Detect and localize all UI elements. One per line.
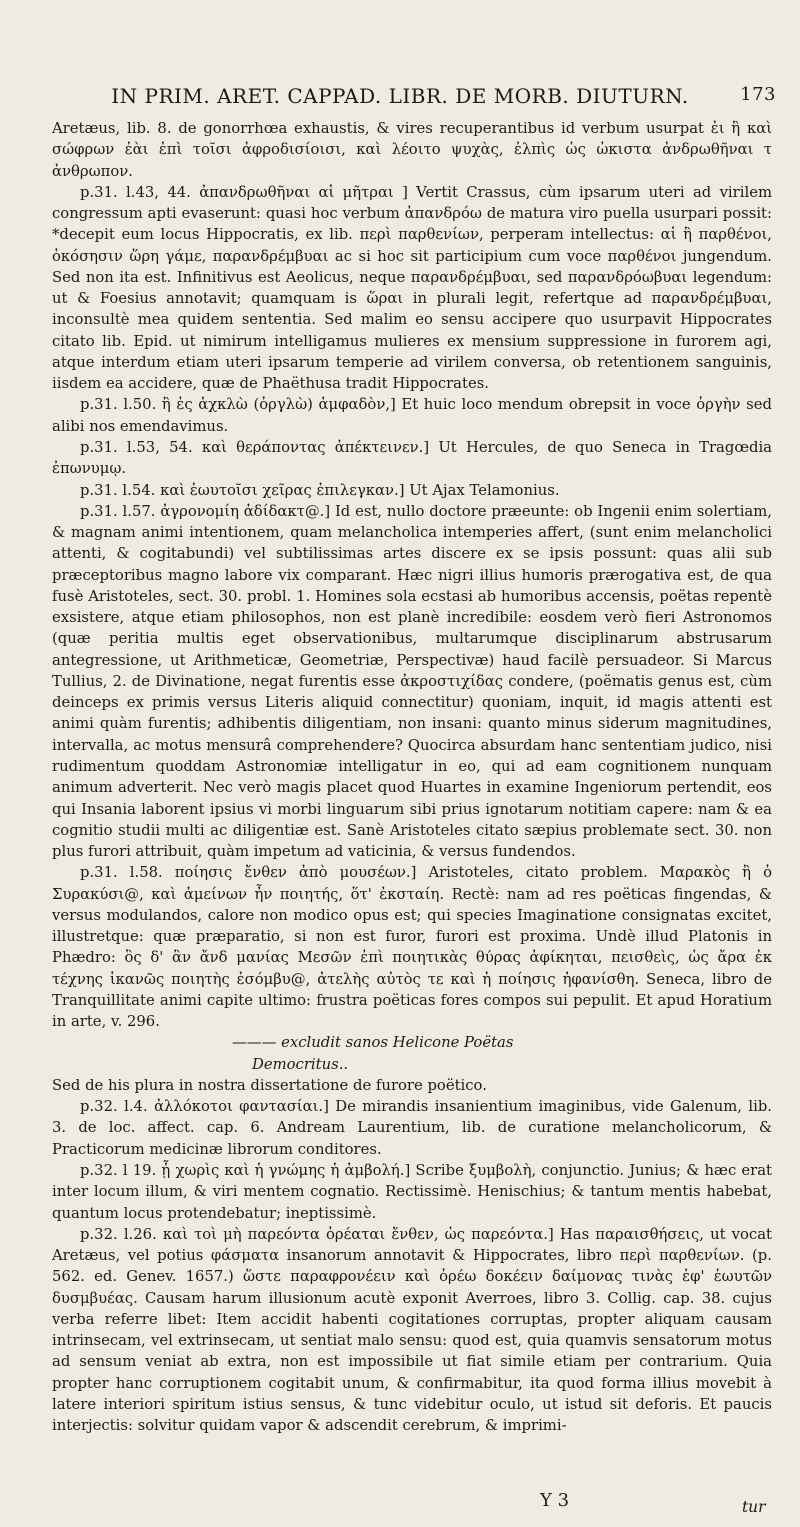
annotation-paragraph: p.32. l.4. ἀλλόκοτοι φαντασίαι.] De mirandis insanientium imaginibus, vide Galenum, lib. 3. de loc. affect. cap. 6. Andream Laurentium, lib. de curatione melancholicorum, & Practicorum medicinæ librorum conditores. [52,1098,772,1158]
verse-attribution: Democritus.. [252,1055,349,1073]
page-number: 173 [740,84,776,105]
running-title: IN PRIM. ARET. CAPPAD. LIBR. DE MORB. DIUTURN. [111,84,689,108]
annotation-paragraph: p.31. l.43, 44. ἀπανδρωθῆναι αἱ μῆτραι ] Vertit Crassus, cùm ipsarum uteri ad virilem congressum apti evaserunt: quasi hoc verbum ἀπανδρόω de matura viro puella usurpari possit: *decepit eum locus Hippocratis, ex lib. περὶ παρθενίων, perperam intellectus: αἱ ἢ παρθένοι, ὁκόσησιν ὥρη γάμε, παρανδρέμβυαι ac si hoc sit participium cum voce παρθένοι jungendum. Sed non ita est. Infinitivus est Aeolicus, neque παρανδρέμβυαι, sed παρανδρόωβυαι legendum: ut & Foesius annotavit; quamquam is ὥραι in plurali legit, refertque ad παρανδρέμβυαι, inconsultè mea quidem sententia. Sed malim eo sensu accipere quo usurpavit Hippocrates citato lib. Epid. ut nimirum intelligamus mulieres ex mensium suppressione in furorem agi, atque interdum etiam uteri ipsarum temperie ad virilem conversa, ob retentionem sanguinis, iisdem ea accidere, quæ de Phaëthusa tradit Hippocrates. [52,183,772,393]
catchword: tur [742,1498,766,1516]
annotation-paragraph: p.31. l.54. καὶ ἑωυτοῖσι χεῖρας ἐπιλεγκαν.] Ut Ajax Telamonius. [80,481,560,499]
paragraph: Sed de his plura in nostra dissertatione de furore poëtico. [52,1076,487,1094]
annotation-paragraph: p.31. l.50. ἢ ἐς ἀχκλὼ (ὀργλὼ) ἀμφαδὸν,] Et huic loco mendum obrepsit in voce ὀργὴν sed alibi nos emendavimus. [52,396,772,435]
page-body [52,118,772,1436]
running-head [0,84,800,108]
signature-mark: Y 3 [540,1490,570,1511]
annotation-paragraph: p.32. l 19. ᾗ χωρὶς καὶ ἡ γνώμης ἡ ἀμβολή.] Scribe ξυμβολὴ, conjunctio. Junius; & hæc erat inter locum illum, & viri mentem cognatio. Rectissimè. Henischius; & tantum mentis habebat, quantum locus protendebatur; ineptissimè. [52,1162,772,1222]
annotation-paragraph: p.31. l.53, 54. καὶ θεράποντας ἀπέκτεινεν.] Ut Hercules, de quo Seneca in Tragœdia ἐπωνυμῳ. [52,438,772,478]
annotation-paragraph: p.31. l.57. ἀγρονομίη ἀδίδακτ@.] Id est, nullo doctore præeunte: ob Ingenii enim solertiam, & magnam animi intentionem, quam melancholica intemperies affert, (sunt enim melancholici attenti, & cogitabundi) vel subtilissimas artes discere ex se ipsis possunt: quas alii sub præceptoribus magno labore vix comparant. Hæc nigri illius humoris prærogativa est, de qua fusè Aristoteles, sect. 30. probl. 1. Homines sola ecstasi ab humoribus accensis, poëtas repentè exsistere, atque etiam philosophos, non est planè incredibile: eosdem verò fieri Astronomos (quæ peritia multis eget observationibus, multarumque disciplinarum abstrusarum antegressione, ut Arithmeticæ, Geometriæ, Perspectivæ) haud facilè persuadeor. Si Marcus Tullius, 2. de Divinatione, negat furentis esse ἀκροστιχίδας condere, (poëmatis genus est, cùm deinceps ex primis versus Literis aliquid connectitur) quoniam, inquit, id magis attenti est animi quàm furentis; adhibentis diligentiam, non insani: quanto minus siderum magnitudines, intervalla, ac motus mensurâ comprehendere? Quocirca absurdam hanc sententiam judico, nisi rudimentum quoddam Astronomiæ intelligatur in eo, qui ad eam cognitionem nunquam animum adverterit. Nec verò magis placet quod Huartes in examine Ingeniorum pertendit, eos qui Insania laborent ipsius vi morbi linguarum sibi prius ignotarum notitiam capere: nam & ea cognitio studii multi ac diligentiæ est. Sanè Aristoteles citato sæpius problemate sect. 30. non plus furori attribuit, quàm impetum ad vaticinia, & versus fundendos. [52,502,772,861]
paragraph: Aretæus, lib. 8. de gonorrhœa exhaustis, & vires recuperantibus id verbum usurpat ἐι ἢ καὶ σώφρων ἐὰι ἐπὶ τοῖσι ἀφροδισίοισι, καὶ λέοιτο ψυχὰς, ἐλπὶς ὡς ὠκιστα ἀνδρωθῆναι τ ἀνθρωπον. [52,120,772,180]
verse-line: ——— excludit sanos Helicone Poëtas [232,1034,514,1052]
annotation-paragraph: p.31. l.58. ποίησις ἔνθεν ἀπὸ μουσέων.] Aristoteles, citato problem. Μαρακὸς ἢ ὁ Συρακύσι@, καὶ ἀμείνων ἦν ποιητής, ὅτ' ἐκσταίη. Rectè: nam ad res poëticas fingendas, & versus modulandos, calore non modico opus est; qui species Imaginatione consignatas excitet, illustretque: quæ præparatio, si non est furor, furori est proxima. Undè illud Platonis in Phædro: ὃς δ' ἂν ἄνδ μανίας Μεσῶν ἐπὶ ποιητικὰς θύρας ἀφίκηται, πεισθεὶς, ὡς ἄρα ἐκ τέχνης ἱκανῶς ποιητὴς ἐσόμβυ@, ἀτελὴς αὐτὸς τε καὶ ἡ ποίησις ἠφανίσθη. Seneca, libro de Tranquillitate animi capite ultimo: frustra poëticas fores compos sui pepulit. Et apud Horatium in arte, v. 296. [52,864,772,1031]
annotation-paragraph: p.32. l.26. καὶ τοὶ μὴ παρεόντα ὁρέαται ἔνθεν, ὡς παρεόντα.] Has παραισθήσεις, ut vocat Aretæus, vel potius φάσματα insanorum annotavit & Hippocrates, libro περὶ παρθενίων. (p. 562. ed. Genev. 1657.) ὥστε παραφρονέειν καὶ ὀρέω δοκέειν δαίμονας τινὰς ἐφ' ἑωυτῶν δυσμβυέας. Causam harum illusionum acutè exponit Averroes, libro 3. Collig. cap. 38. cujus verba referre libet: Item accidit habenti cogitationes corruptas, propter aliquam causam intrinsecam, vel extrinsecam, ut sentiat malo sensu: quod est, quia quamvis sensatorum motus ad sensum veniat ab extra, non est impossibile ut fiat simile etiam per contrarium. Quia propter hanc corruptionem cogitabit unum, & confirmabitur, ita quod forma illius movebit à latere interiori spiritum istius sensus, & tunc videbitur oculo, ut istud sit deforis. Et paucis interjectis: solvitur quidam vapor & adscendit cerebrum, & imprimi- [52,1225,772,1435]
